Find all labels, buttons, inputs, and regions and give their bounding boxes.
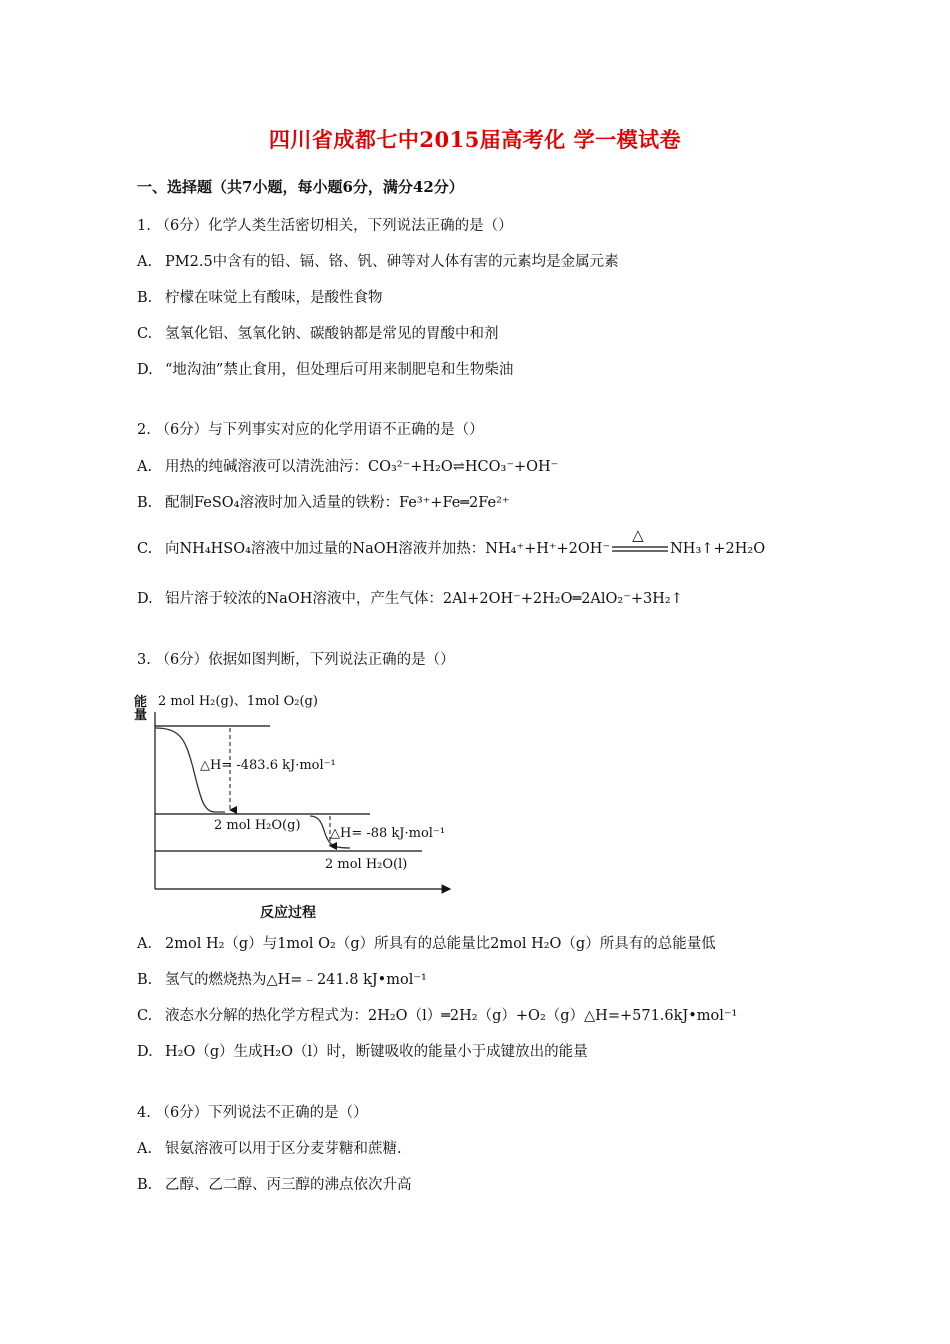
q3-option-b [137, 968, 427, 989]
q2-option-a-text: 用热的纯碱溶液可以清洗油污：CO₃²⁻+H₂O⇌HCO₃⁻+OH⁻ [165, 459, 559, 475]
q3-option-a [137, 932, 716, 953]
option-label: C. [137, 541, 153, 557]
energy-diagram-svg [130, 684, 470, 924]
option-label: A. [137, 254, 153, 270]
y-axis-label: 能量 [134, 695, 148, 723]
q2-option-b [137, 491, 510, 512]
q2-option-a [137, 455, 558, 476]
q3-option-a-text: 2mol H₂（g）与1mol O₂（g）所具有的总能量比2mol H₂O（g）所具有的总能量低 [165, 936, 716, 952]
q3-option-c-text: 液态水分解的热化学方程式为：2H₂O（l）═2H₂（g）+O₂（g）△H=+571.6kJ•mol⁻¹ [165, 1008, 738, 1024]
q2-option-c-left: 向NH₄HSO₄溶液中加过量的NaOH溶液并加热：NH₄⁺+H⁺+2OH⁻ [165, 541, 611, 557]
q1-option-b [137, 286, 383, 307]
option-label: C. [137, 326, 153, 342]
q1-option-d [137, 358, 513, 379]
option-label: B. [137, 290, 153, 306]
q2-option-d [137, 587, 683, 608]
x-axis-label: 反应过程 [260, 905, 316, 921]
q1-option-c [137, 322, 499, 343]
page-title: 四川省成都七中2015届高考化 学一模试卷 [268, 127, 682, 152]
q3-option-d [137, 1040, 588, 1061]
option-label: A. [137, 1141, 153, 1157]
h2o-liquid-label: 2 mol H₂O(l) [325, 857, 408, 872]
option-label: A. [137, 459, 153, 475]
option-label: A. [137, 936, 153, 952]
q3-option-d-text: H₂O（g）生成H₂O（l）时，断键吸收的能量小于成键放出的能量 [165, 1044, 588, 1060]
q1-option-a-text: PM2.5中含有的铅、镉、铬、钒、砷等对人体有害的元素均是金属元素 [165, 254, 619, 270]
q4-option-a [137, 1137, 402, 1158]
q1-option-a [137, 250, 619, 271]
option-label: B. [137, 495, 153, 511]
q2-option-c [137, 526, 766, 558]
q3-stem: 3. （6分）依据如图判断，下列说法正确的是（） [137, 652, 455, 668]
option-label: D. [137, 591, 153, 607]
dh2-label: △H= -88 kJ·mol⁻¹ [330, 826, 446, 841]
q2-option-d-text: 铝片溶于较浓的NaOH溶液中，产生气体：2Al+2OH⁻+2H₂O═2AlO₂⁻+3H₂↑ [165, 591, 683, 607]
option-label: D. [137, 362, 153, 378]
q1-option-c-text: 氢氧化铝、氢氧化钠、碳酸钠都是常见的胃酸中和剂 [165, 326, 499, 342]
q2-option-c-right: NH₃↑+2H₂O [670, 541, 766, 557]
heating-condition-arrow [610, 526, 670, 556]
q3-option-c [137, 1004, 737, 1025]
q4-option-b-text: 乙醇、乙二醇、丙三醇的沸点依次升高 [165, 1177, 412, 1193]
option-label: B. [137, 1177, 153, 1193]
option-label: B. [137, 972, 153, 988]
q4-stem: 4. （6分）下列说法不正确的是（） [137, 1105, 368, 1121]
q4-option-b [137, 1173, 412, 1194]
dh1-label: △H= -483.6 kJ·mol⁻¹ [200, 758, 336, 773]
q2-stem: 2. （6分）与下列事实对应的化学用语不正确的是（） [137, 422, 484, 438]
heat-symbol: △ [632, 526, 644, 544]
q1-option-b-text: 柠檬在味觉上有酸味，是酸性食物 [165, 290, 383, 306]
energy-diagram [130, 684, 470, 924]
q2-option-b-text: 配制FeSO₄溶液时加入适量的铁粉：Fe³⁺+Fe═2Fe²⁺ [165, 495, 510, 511]
h2o-gas-label: 2 mol H₂O(g) [214, 818, 301, 833]
option-label: C. [137, 1008, 153, 1024]
q1-stem: 1. （6分）化学人类生活密切相关，下列说法正确的是（） [137, 218, 513, 234]
section-heading: 一、选择题（共7小题，每小题6分，满分42分） [137, 178, 464, 196]
q4-option-a-text: 银氨溶液可以用于区分麦芽糖和蔗糖. [165, 1141, 402, 1157]
q3-option-b-text: 氢气的燃烧热为△H=﹣241.8 kJ•mol⁻¹ [165, 972, 427, 988]
q1-option-d-text: “地沟油”禁止食用，但处理后可用来制肥皂和生物柴油 [165, 362, 514, 378]
option-label: D. [137, 1044, 153, 1060]
reactants-label: 2 mol H₂(g)、1mol O₂(g) [158, 694, 318, 709]
